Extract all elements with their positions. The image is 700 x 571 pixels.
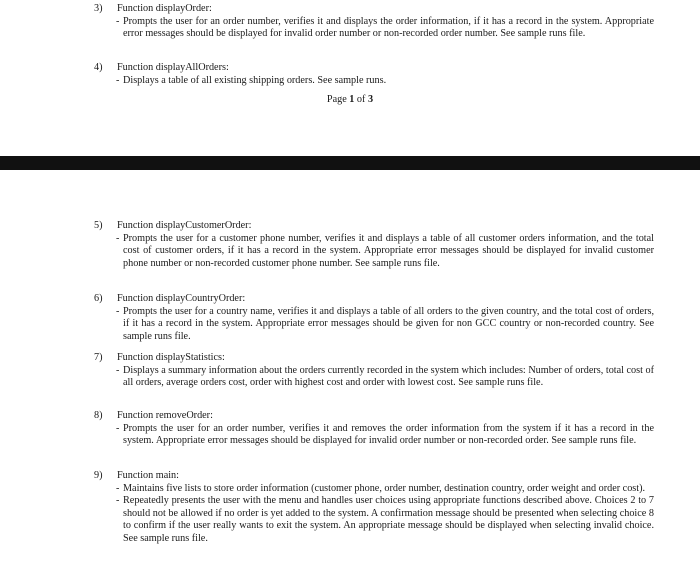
section-display-statistics: [94, 352, 654, 390]
section-number: 4): [94, 62, 103, 73]
page-1: [0, 0, 700, 156]
bullet-text: Displays a summary information about the orders currently recorded in the system which includes: Number of orders, total cost of all orders, average orders cost, order with highest cost and order with lowest cost. See sample runs file.: [123, 364, 654, 389]
section-title: Function displayCountryOrder:: [117, 293, 246, 304]
page-number-total: 3: [367, 94, 374, 105]
page-number-current: 1: [349, 94, 355, 105]
bullet-item: [116, 483, 654, 496]
section-title: Function displayCustomerOrder:: [117, 220, 252, 231]
bullet-text: Prompts the user for an order number, verifies it and removes the order information from the system if it has a record in the system. Appropriate error messages should be displayed for invalid order number or non-recorded order. See sample runs file.: [123, 422, 654, 447]
page-number: [0, 94, 700, 107]
bullet-item: [116, 495, 654, 545]
bullet-item: [116, 75, 654, 88]
section-display-order: [94, 3, 654, 41]
bullet-text: Maintains five lists to store order information (customer phone, order number, destination country, order weight and order cost).: [123, 482, 646, 494]
section-heading: [94, 220, 654, 233]
section-heading: [94, 470, 654, 483]
bullet-text: Prompts the user for an order number, verifies it and displays the order information, if it has a record in the system. Appropriate error messages should be displayed for invalid order number or non-recorded order number. See sample runs file.: [123, 15, 654, 40]
page-divider: [0, 156, 700, 170]
bullet-text: Prompts the user for a customer phone number, verifies it and displays a table of all customer orders information, and the total cost of customer orders, if it has a record in the system. Appropriate error messages should be displayed for invalid customer phone number or non-recorded customer phone number. See sample runs file.: [123, 232, 654, 269]
section-heading: [94, 3, 654, 16]
section-title: Function removeOrder:: [117, 410, 213, 421]
section-number: 3): [94, 3, 103, 14]
dash-marker: -: [116, 74, 120, 86]
dash-marker: -: [116, 364, 120, 376]
page-number-middle: of: [354, 94, 368, 105]
page-2: [0, 170, 700, 571]
bullet-text: Prompts the user for a country name, verifies it and displays a table of all orders to the given country, and the total cost of orders, if it has a record in the system. Appropriate error messages should be given for non GCC country or non-recorded country. See sample runs file.: [123, 305, 654, 342]
section-display-all-orders: [94, 62, 654, 87]
section-title: Function main:: [117, 470, 179, 481]
bullet-item: [116, 16, 654, 41]
dash-marker: -: [116, 232, 120, 244]
dash-marker: -: [116, 495, 120, 507]
section-number: 5): [94, 220, 103, 231]
section-main: [94, 470, 654, 546]
section-number: 6): [94, 293, 103, 304]
section-display-customer-order: [94, 220, 654, 270]
section-title: Function displayOrder:: [117, 3, 212, 14]
section-heading: [94, 293, 654, 306]
dash-marker: -: [116, 305, 120, 317]
section-title: Function displayAllOrders:: [117, 62, 229, 73]
bullet-item: [116, 233, 654, 271]
bullet-item: [116, 306, 654, 344]
bullet-text: Displays a table of all existing shipping orders. See sample runs.: [123, 74, 387, 86]
dash-marker: -: [116, 422, 120, 434]
bullet-item: [116, 423, 654, 448]
bullet-text: Repeatedly presents the user with the menu and handles user choices using appropriate functions described above. Choices 2 to 7 should not be allowed if no order is yet added to the system. A confirmation message should be presented when selecting choice 8 to confirm if the user really wants to exit the system. An appropriate message should be displayed when selecting invalid choice. See sample runs file.: [123, 495, 654, 544]
section-remove-order: [94, 410, 654, 448]
dash-marker: -: [116, 15, 120, 27]
section-display-country-order: [94, 293, 654, 343]
section-heading: [94, 410, 654, 423]
section-number: 9): [94, 470, 103, 481]
section-heading: [94, 62, 654, 75]
bullet-item: [116, 365, 654, 390]
page-number-prefix: Page: [326, 94, 350, 105]
section-number: 7): [94, 352, 103, 363]
section-heading: [94, 352, 654, 365]
section-number: 8): [94, 410, 103, 421]
section-title: Function displayStatistics:: [117, 352, 225, 363]
dash-marker: -: [116, 482, 120, 494]
